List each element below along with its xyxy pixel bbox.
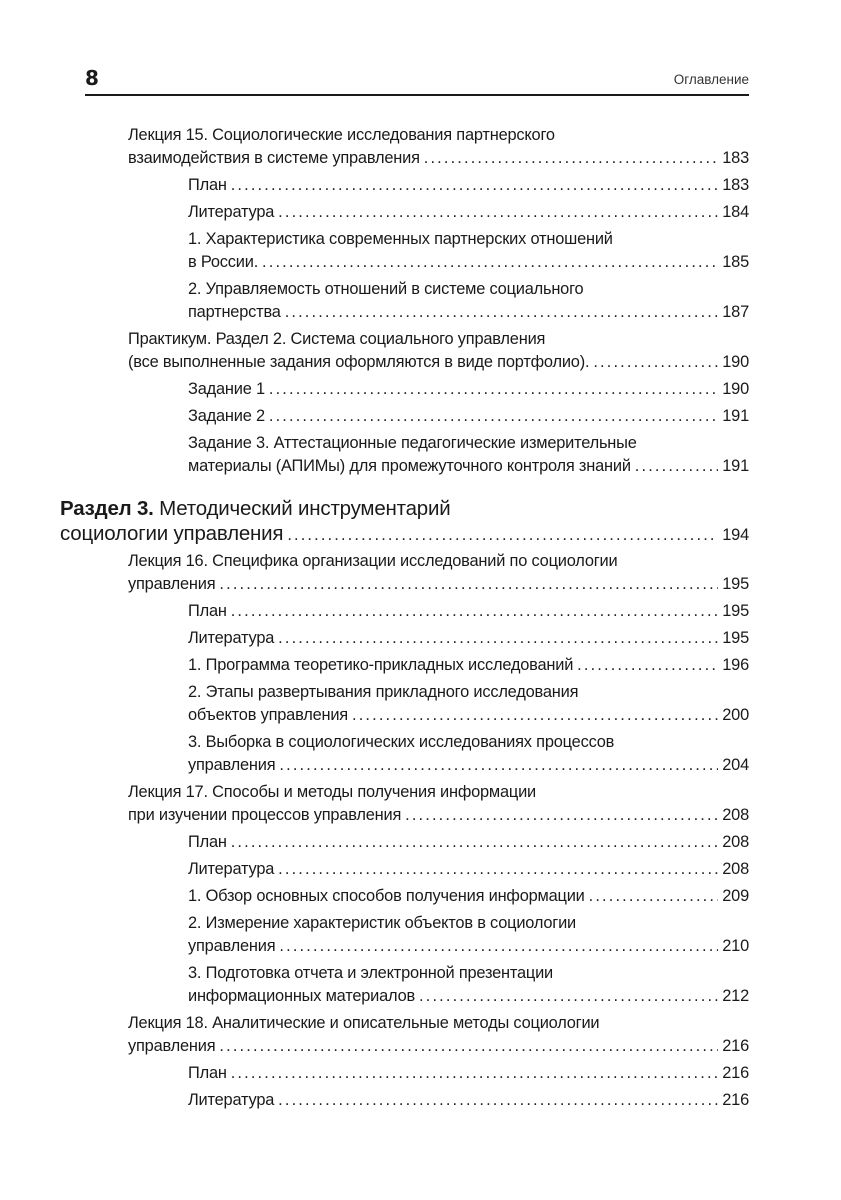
toc-page-number: 187	[722, 303, 749, 321]
toc-entry-lecture-15[interactable]	[60, 124, 749, 170]
toc-entry-subsection[interactable]	[60, 228, 749, 274]
toc-entry-text: при изучении процессов управления	[128, 806, 402, 824]
toc-entry-text: в России.	[188, 253, 259, 271]
toc-entry-plan[interactable]	[60, 600, 749, 623]
toc-entry-text-line1: Лекция 16. Специфика организации исследований по социологии	[128, 552, 618, 570]
toc-entry-text: управления	[188, 756, 276, 774]
toc-entry-task[interactable]	[60, 432, 749, 478]
section-title: Методический инструментарий	[153, 497, 451, 520]
dot-leader	[269, 405, 718, 428]
toc-page-number: 216	[722, 1064, 749, 1082]
toc-entry-lecture-18[interactable]	[60, 1012, 749, 1058]
dot-leader	[593, 351, 718, 374]
toc-entry-text: 1. Программа теоретико-прикладных исследований	[188, 656, 574, 674]
toc-entry-text: Литература	[188, 860, 275, 878]
dot-leader	[278, 1089, 718, 1112]
dot-leader	[279, 935, 718, 958]
dot-leader	[424, 147, 719, 170]
running-title: Оглавление	[673, 72, 749, 87]
dot-leader	[635, 455, 718, 478]
toc-page-number: 183	[722, 149, 749, 167]
dot-leader	[231, 600, 719, 623]
toc-entry-subsection[interactable]	[60, 962, 749, 1008]
toc-page-number: 212	[722, 987, 749, 1005]
section-label: Раздел 3.	[60, 497, 154, 520]
toc-entry-text: взаимодействия в системе управления	[128, 149, 420, 167]
dot-leader	[352, 704, 718, 727]
toc-page-number: 194	[722, 526, 749, 544]
toc-entry-section-3[interactable]	[60, 496, 749, 548]
dot-leader	[589, 885, 719, 908]
toc-entry-task[interactable]	[60, 378, 749, 401]
toc-entry-text-line1: Лекция 17. Способы и методы получения информации	[128, 783, 537, 801]
dot-leader	[287, 521, 718, 548]
toc-page-number: 184	[722, 203, 749, 221]
dot-leader	[219, 1035, 718, 1058]
toc-entry-text: Задание 1	[188, 380, 265, 398]
toc-page-number: 191	[722, 457, 749, 475]
toc-entry-text-line1: Задание 3. Аттестационные педагогические измерительные	[188, 434, 637, 452]
toc-entry-literature[interactable]	[60, 1089, 749, 1112]
toc-entry-text: партнерства	[188, 303, 281, 321]
toc-entry-text: 1. Обзор основных способов получения информации	[188, 887, 585, 905]
dot-leader	[405, 804, 718, 827]
toc-entry-text: План	[188, 602, 227, 620]
toc-entry-text: управления	[188, 937, 276, 955]
toc-entry-plan[interactable]	[60, 1062, 749, 1085]
dot-leader	[231, 1062, 719, 1085]
toc-entry-text: План	[188, 833, 227, 851]
toc-entry-text: объектов управления	[188, 706, 348, 724]
toc-page-number: 208	[722, 833, 749, 851]
toc-entry-text-line1: 3. Выборка в социологических исследованиях процессов	[188, 733, 615, 751]
toc-page-number: 200	[722, 706, 749, 724]
toc-entry-text-line1: 2. Этапы развертывания прикладного исследования	[188, 683, 579, 701]
page-header	[85, 66, 749, 96]
toc-entry-text: материалы (АПИМы) для промежуточного контроля знаний	[188, 457, 631, 475]
toc-entry-text: Литература	[188, 629, 275, 647]
dot-leader	[231, 831, 719, 854]
table-of-contents	[60, 124, 749, 1116]
toc-entry-text-line1: 2. Управляемость отношений в системе социального	[188, 280, 584, 298]
toc-entry-text: Литература	[188, 1091, 275, 1109]
toc-entry-text-line1: Лекция 18. Аналитические и описательные методы социологии	[128, 1014, 600, 1032]
toc-page-number: 204	[722, 756, 749, 774]
toc-entry-text: управления	[128, 575, 216, 593]
toc-entry-lecture-17[interactable]	[60, 781, 749, 827]
toc-page-number: 209	[722, 887, 749, 905]
dot-leader	[231, 174, 719, 197]
toc-entry-text-line1: 3. Подготовка отчета и электронной презентации	[188, 964, 554, 982]
toc-entry-lecture-16[interactable]	[60, 550, 749, 596]
toc-entry-literature[interactable]	[60, 858, 749, 881]
toc-entry-text: информационных материалов	[188, 987, 416, 1005]
dot-leader	[278, 201, 718, 224]
toc-page-number: 195	[722, 602, 749, 620]
toc-entry-text: управления	[128, 1037, 216, 1055]
toc-page-number: 208	[722, 806, 749, 824]
toc-page-number: 195	[722, 575, 749, 593]
toc-page-number: 185	[722, 253, 749, 271]
toc-entry-text: (все выполненные задания оформляются в виде портфолио).	[128, 353, 590, 371]
toc-entry-text-line1: Лекция 15. Социологические исследования партнерского	[128, 126, 555, 144]
toc-page-number: 216	[722, 1037, 749, 1055]
toc-entry-text: План	[188, 176, 227, 194]
toc-entry-literature[interactable]	[60, 201, 749, 224]
toc-entry-subsection[interactable]	[60, 278, 749, 324]
dot-leader	[419, 985, 718, 1008]
toc-entry-text-line1: 1. Характеристика современных партнерских отношений	[188, 230, 613, 248]
toc-entry-text-line1: 2. Измерение характеристик объектов в социологии	[188, 914, 577, 932]
dot-leader	[577, 654, 718, 677]
dot-leader	[269, 378, 718, 401]
toc-page-number: 196	[722, 656, 749, 674]
dot-leader	[219, 573, 718, 596]
toc-section-heading-line1	[60, 496, 749, 521]
toc-entry-text: План	[188, 1064, 227, 1082]
dot-leader	[278, 627, 718, 650]
dot-leader	[278, 858, 718, 881]
toc-page-number: 210	[722, 937, 749, 955]
toc-page-number: 190	[722, 353, 749, 371]
toc-page-number: 208	[722, 860, 749, 878]
dot-leader	[279, 754, 718, 777]
toc-entry-plan[interactable]	[60, 831, 749, 854]
toc-entry-literature[interactable]	[60, 627, 749, 650]
toc-entry-subsection[interactable]	[60, 731, 749, 777]
toc-entry-subsection[interactable]	[60, 681, 749, 727]
toc-entry-text: Задание 2	[188, 407, 265, 425]
toc-page-number: 190	[722, 380, 749, 398]
toc-entry-subsection[interactable]	[60, 885, 749, 908]
toc-entry-plan[interactable]	[60, 174, 749, 197]
toc-entry-text: социологии управления	[60, 522, 284, 545]
toc-entry-text-line1: Практикум. Раздел 2. Система социального управления	[128, 330, 546, 348]
toc-page-number: 191	[722, 407, 749, 425]
toc-page-number: 183	[722, 176, 749, 194]
page-number: 8	[85, 66, 99, 90]
dot-leader	[285, 301, 719, 324]
toc-page-number: 216	[722, 1091, 749, 1109]
toc-entry-task[interactable]	[60, 405, 749, 428]
toc-page-number: 195	[722, 629, 749, 647]
toc-entry-subsection[interactable]	[60, 654, 749, 677]
toc-entry-subsection[interactable]	[60, 912, 749, 958]
dot-leader	[262, 251, 718, 274]
toc-entry-text: Литература	[188, 203, 275, 221]
toc-entry-practicum[interactable]	[60, 328, 749, 374]
